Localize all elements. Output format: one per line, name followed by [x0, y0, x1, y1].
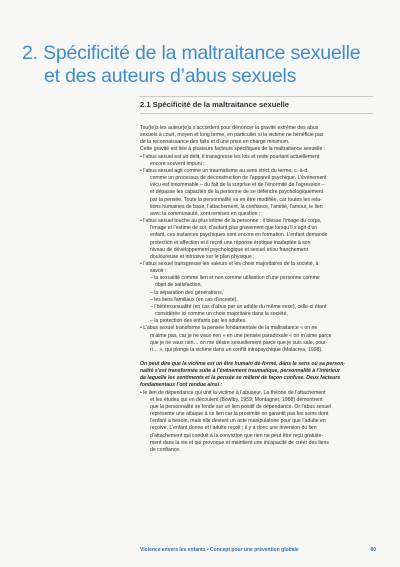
- bullet-pensee-line: que je ne vaux rien… on me désire sexuellement parce que je suis sale, pour-: [150, 339, 328, 346]
- sub-item-line: considérée ici comme un choix majoritaire dans la société,: [155, 311, 288, 318]
- bullet-dependance-line: reçoive. L’enfant donne et l’adulte reçoit ; il y a donc une inversion du lien: [150, 425, 317, 432]
- bullet-delit-line: encore souvent impuni ;: [150, 160, 205, 167]
- bullet-dependance-line: ment dans la vie et qui provoque et maintient une incapacité de créer des liens: [150, 439, 329, 446]
- intro-line: sexuels à court, moyen et long terme, en particulier si la victime ne bénéficie pas: [140, 132, 324, 139]
- question-line: On peut dire que la victime est un être humain dé-formé, dans le sens où sa person-: [140, 361, 346, 367]
- bullet-dependance-line: représente une attaque à ce lien car la proximité ne garantit pas les soins dont: [150, 411, 329, 418]
- bullet-intime-line: enfant, ces instances psychiques sont encore en formation. L’enfant demande: [150, 232, 328, 239]
- sub-item-line: objet de satisfaction,: [155, 282, 202, 289]
- intro-line: Cette gravité est liée à plusieurs facteurs spécifiques de la maltraitance sexuelle :: [140, 146, 326, 153]
- bullet-traumatisme-line: et dépasse les capacités de la personne de se défendre psychologiquement: [150, 189, 324, 196]
- bullet-traumatisme-line: par la pensée. Toute la personnalité va en être modifiée, car toutes les rela-: [150, 196, 322, 203]
- bullet-pensee-line: ri… », qui plonge la victime dans un conflit intrapsychique (Malacrea, 1998).: [150, 346, 323, 353]
- sub-item-line: – la sexualité comme lien et non comme utilisation d’une personne comme: [150, 275, 320, 282]
- sub-item-line: – les liens familiaux (en cas d’inceste),: [150, 296, 238, 303]
- intro-line: Tou(te)s les auteur(e)s s’accordent pour dénoncer la gravité extrême des abus: [140, 125, 319, 131]
- page-footer: [140, 546, 376, 554]
- question-line: fondamentaux l’ont rendue ainsi :: [140, 382, 223, 389]
- page-number: 80: [370, 547, 376, 553]
- chapter-title-line-2: et des auteurs d’abus sexuels: [44, 65, 297, 87]
- bullet-valeurs-line: savoir :: [150, 268, 167, 275]
- question-line: de laquelle les sentiments et la pensée se mêlent de façon confuse. Deux facteurs: [140, 375, 341, 382]
- body-text: [140, 125, 376, 454]
- bullet-traumatisme-line: avec la communauté, sont remises en question ;: [150, 210, 261, 217]
- bullet-traumatisme-line: vécu est innommable – du fait de la surprise et de l’énormité de l’agression –: [150, 182, 325, 189]
- bullet-traumatisme-line: tions humaines de base, l’attachement, la confiance, l’amitié, l’amour, le lien: [150, 203, 323, 210]
- bullet-intime-line: l’image et l’estime de soi, d’autant plus gravement que lorsqu’il s’agit d’un: [150, 225, 318, 232]
- bullet-dependance-line: d’attachement qui conduit à la conviction que rien ne peut être reçu gratuite-: [150, 432, 324, 439]
- bullet-dependance-line: que la personnalité se fonde sur un lien positif de dépendance. Or l’abus sexuel: [150, 403, 332, 410]
- paragraph-gap: [140, 354, 376, 361]
- chapter-title-line-1: 2. Spécificité de la maltraitance sexuelle: [22, 42, 361, 64]
- footer-title: Violence envers les enfants • Concept pour une prévention globale: [140, 547, 299, 553]
- intro-line: de la reconnaissance des faits et d’une prise en charge minimum.: [140, 139, 290, 146]
- bullet-dependance-line: • le lien de dépendance qui unit la victime à l’abuseur. La théorie de l’attachement: [140, 389, 326, 396]
- question-line: nalité s’est transformée suite à l’événement traumatique, personnalité à l’intérieur: [140, 368, 340, 375]
- sub-item-line: – l’hétérosexualité (en cas d’abus par un adulte du même sexe), celle-ci étant: [150, 303, 327, 310]
- sub-item-line: – la protection des enfants par les adultes.: [150, 318, 247, 325]
- bullet-dependance-line: l’enfant a besoin, mais elle devient un acte manipulatoire pour que l’adulte en: [150, 418, 326, 425]
- bullet-intime-line: douloureuse et intrusive sur le plan physique ;: [150, 253, 255, 260]
- bullet-dependance-line: et les études qui en découlent (Bowlby, 1959; Montagner, 1988) démontrent: [150, 396, 323, 403]
- bullet-dependance-line: de confiance.: [150, 446, 181, 453]
- sub-item-line: – la séparation des générations,: [150, 289, 224, 296]
- bullet-pensee-line: m’aime pas, car je ne vaux rien » en une pensée paradoxale « on m’aime parce: [150, 332, 332, 339]
- bullet-valeurs-line: • l’abus sexuel transgresse les valeurs et les choix majoritaires de la société, à: [140, 260, 319, 267]
- bullet-delit-line: • l’abus sexuel est un délit, il transgresse les lois et reste pourtant actuellement: [140, 153, 320, 160]
- bullet-traumatisme-line: comme un processus de déconstruction de l’appareil psychique. L’événement: [150, 175, 327, 182]
- bullet-traumatisme-line: • l’abus sexuel agit comme un traumatisme au sens strict du terme, c.-à-d.: [140, 167, 309, 174]
- bullet-intime-line: protection et affection et il reçoit une réponse érotique inadaptée à son: [150, 239, 311, 246]
- section-heading-bar: [140, 96, 373, 114]
- bullet-pensee-line: • L’abus sexuel transforme la pensée fondamentale de la maltraitance « on ne: [140, 325, 318, 332]
- section-heading: 2.1 Spécificité de la maltraitance sexuelle: [140, 100, 289, 109]
- chapter-title: [22, 42, 382, 88]
- bullet-intime-line: niveau de développement psychologique et sexuel et/ou franchement: [150, 246, 309, 253]
- bullet-intime-line: • l’abus sexuel touche au plus intime de la personne : il blesse l’image du corps,: [140, 218, 322, 225]
